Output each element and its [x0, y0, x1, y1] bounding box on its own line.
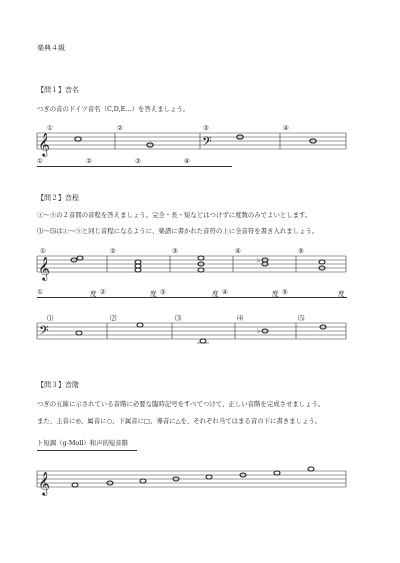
q1-instruction: つぎの音のドイツ音名（C,D,E…）を答えましょう。	[37, 105, 190, 113]
q2-title: 【問２】音程	[37, 194, 79, 202]
treble-clef-icon: 𝄞	[38, 132, 50, 156]
q1-num-1: ①	[47, 124, 53, 132]
q3-title: 【問３】音階	[37, 381, 79, 389]
q2-answer-unit-4: 度	[272, 290, 279, 298]
q2-num-2: ②	[110, 247, 116, 255]
q1-answer-label-4: ④	[184, 157, 190, 165]
q1-title: 【問１】音名	[37, 86, 79, 94]
q2-answer-label-4: ④	[222, 288, 228, 296]
q2-num-1: ①	[40, 247, 46, 255]
q2-num-5: ⑤	[298, 247, 304, 255]
q2-answer-label-2: ②	[100, 288, 106, 296]
q2-answer-label-3: ③	[160, 288, 166, 296]
q1-num-3: ③	[203, 124, 209, 132]
q2-answer-label-1: ①	[37, 288, 43, 296]
q2-answer-label-5: ⑤	[282, 288, 288, 296]
q2-bass-num-4: ⑷	[237, 314, 244, 322]
q3-instruction-1: つぎの五線に示されている音階に必要な臨時記号をすべてつけて、正しい音階を完成させましょう。	[37, 400, 325, 408]
q1-answer-label-3: ③	[135, 157, 141, 165]
q2-answer-unit-2: 度	[150, 290, 157, 298]
q3-scale-notes	[72, 467, 314, 487]
q3-scale-title: ト短調（g-Moll）和声的短音階	[37, 439, 129, 447]
q2-answer-unit-5: 度	[338, 290, 345, 298]
flat-icon: ♭	[257, 327, 261, 335]
q2-bass-num-5: ⑸	[298, 314, 305, 322]
bass-clef-icon: 𝄢	[202, 134, 212, 152]
q1-answer-label-1: ①	[37, 157, 43, 165]
q1-answer-label-2: ②	[86, 157, 92, 165]
q2-instruction-2: ⑴～⑸は①～⑤と同じ音程になるように、楽譜に書かれた音符の上に全音符を書き入れましょう。	[37, 227, 319, 235]
q3-instruction-2: また、主音に◎、属音に○、下属音に□、導音に△を、それぞれ当てはまる音の下に書きましょう。	[37, 417, 322, 425]
q2-bass-num-2: ⑵	[110, 314, 117, 322]
q2-bass-num-1: ⑴	[47, 314, 54, 322]
flat-icon: ♭	[257, 256, 261, 264]
q1-num-2: ②	[117, 124, 123, 132]
q2-num-4: ④	[235, 247, 241, 255]
treble-clef-icon: 𝄞	[38, 471, 50, 495]
q2-answer-unit-1: 度	[90, 290, 97, 298]
bass-clef-icon: 𝄢	[39, 323, 49, 341]
q2-answer-unit-3: 度	[212, 290, 219, 298]
q1-num-4: ④	[283, 124, 289, 132]
q2-num-3: ③	[172, 247, 178, 255]
treble-clef-icon: 𝄞	[38, 256, 50, 280]
q2-bass-num-3: ⑶	[175, 314, 182, 322]
q2-instruction-1: ①～⑤の２音間の音程を答えましょう。完全・長・短などはつけずに度数のみでよいとします。	[37, 211, 312, 219]
worksheet-title: 楽典４級	[37, 44, 65, 52]
